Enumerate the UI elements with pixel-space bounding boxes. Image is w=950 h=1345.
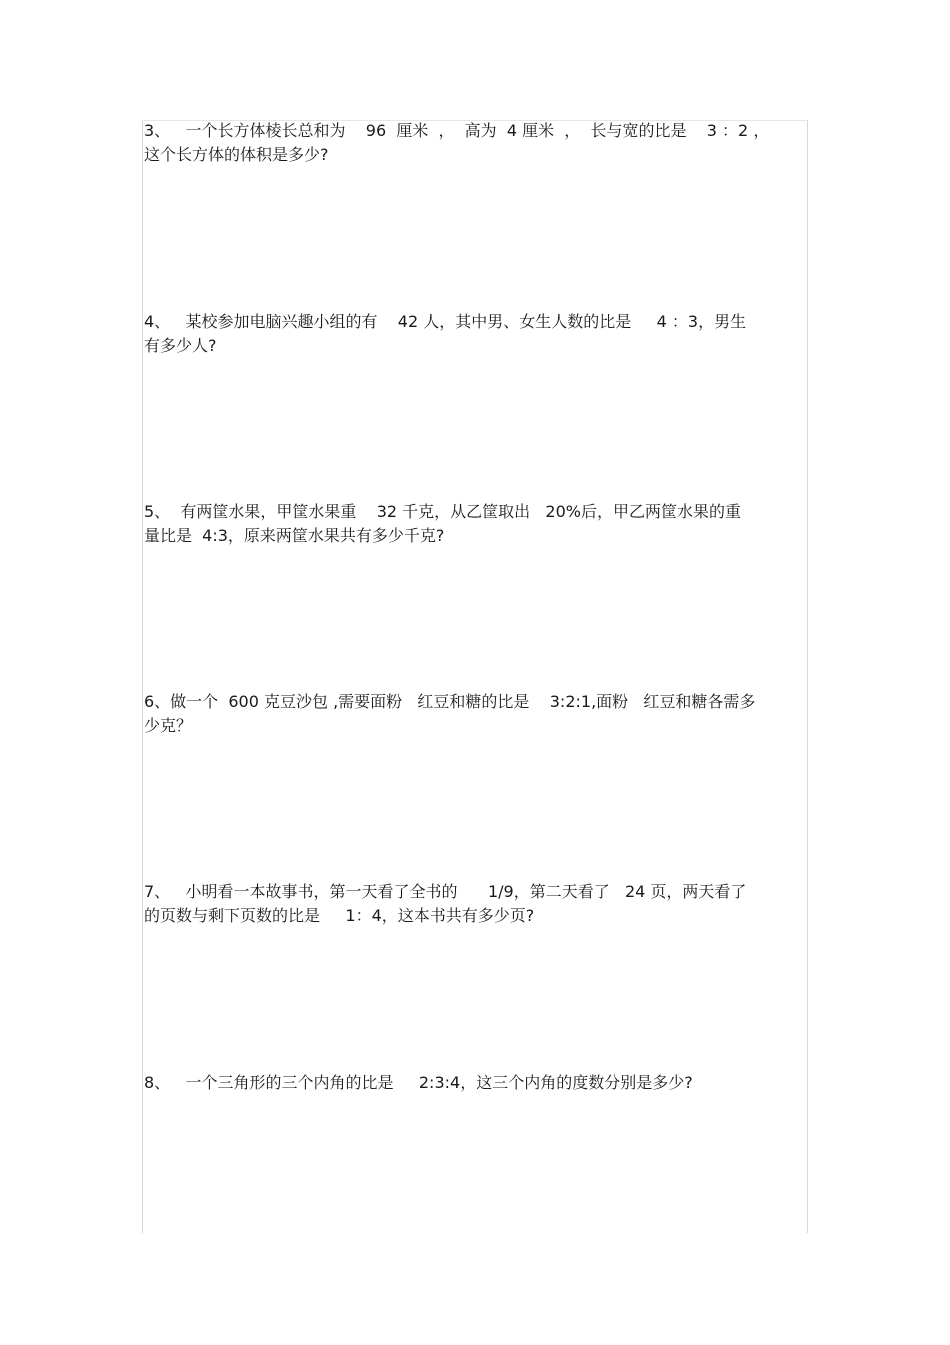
question-8 [144,1071,806,1095]
question-text-line: 7、 小明看一本故事书，第一天看了全书的 1/9，第二天看了 24 页，两天看了 [144,882,747,901]
question-text-line: 3、 一个长方体棱长总和为 96 厘米 ， 高为 4 厘米 ， 长与宽的比是 3 ：2 ， [144,121,770,140]
question-7 [144,880,806,928]
question-4 [144,310,806,358]
question-6 [144,690,806,738]
question-text-line: 量比是 4:3，原来两筐水果共有多少千克? [144,526,445,545]
question-text-line: 的页数与剩下页数的比是 1：4，这本书共有多少页? [144,906,535,925]
question-text-line: 这个长方体的体积是多少? [144,145,329,164]
question-text-line: 6、做一个 600 克豆沙包 ,需要面粉 红豆和糖的比是 3:2:1,面粉 红豆和糖各需多 [144,692,756,711]
worksheet-frame [142,120,808,1233]
question-text-line: 5、 有两筐水果，甲筐水果重 32 千克，从乙筐取出 20%后，甲乙两筐水果的重 [144,502,741,521]
question-3 [144,119,806,167]
question-text-line: 4、 某校参加电脑兴趣小组的有 42 人，其中男、女生人数的比是 4 ：3，男生 [144,312,747,331]
question-text-line: 少克？ [144,716,193,735]
question-text-line: 8、 一个三角形的三个内角的比是 2:3:4，这三个内角的度数分别是多少? [144,1073,693,1092]
question-5 [144,500,806,548]
question-text-line: 有多少人? [144,336,217,355]
